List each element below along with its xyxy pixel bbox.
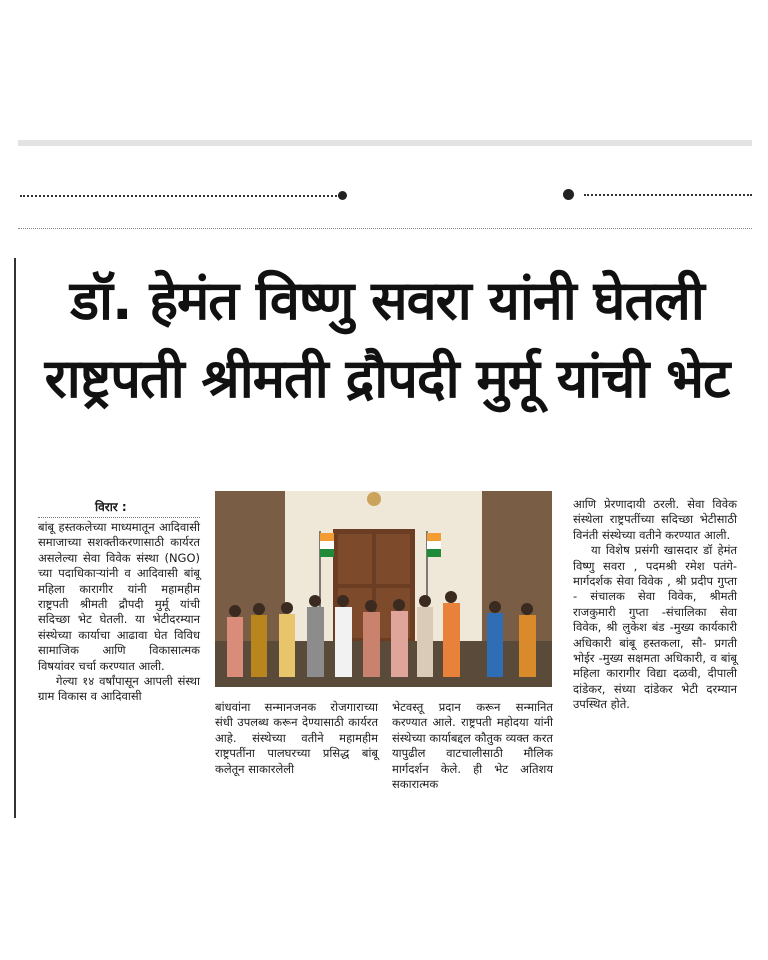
paragraph: बांबू हस्तकलेच्या माध्यमातून आदिवासी समाजाच्या सशक्तीकरणासाठी कार्यरत असलेल्या सेवा विवेक संस्था (NGO) च्या पदाधिकाऱ्यांनी व आदिवासी बांबू महिला कारागीर यांनी महामहीम राष्ट्रपती श्रीमती द्रौपदी मुर्मू यांची सदिच्छा भेट घेतली. या भेटीदरम्यान संस्थेच्या कार्याचा आढावा घेत विविध सामाजिक आणि विकासात्मक विषयांवर चर्चा करण्यात आली. <box>38 520 200 673</box>
paragraph: आणि प्रेरणादायी ठरली. सेवा विवेक संस्थेला राष्ट्रपतींच्या सदिच्छा भेटीसाठी विनंती संस्थेच्या वतीने करण्यात आली. <box>573 497 737 542</box>
vertical-rule <box>14 258 16 818</box>
divider-dot-right <box>563 189 574 200</box>
headline-line-1: डॉ. हेमंत विष्णु सवरा यांनी घेतली <box>70 269 704 332</box>
top-band <box>18 140 752 146</box>
divider-dot-left <box>338 191 347 200</box>
dateline: विरार : <box>95 500 127 514</box>
article-column-4 <box>573 497 737 713</box>
paragraph: गेल्या १४ वर्षांपासून आपली संस्था ग्राम विकास व आदिवासी <box>38 674 200 704</box>
headline-line-2: राष्ट्रपती श्रीमती द्रौपदी मुर्मू यांची भेट <box>44 347 730 410</box>
paragraph: भेटवस्तू प्रदान करून सन्मानित करण्यात आले. राष्ट्रपती महोदया यांनी संस्थेच्या कार्याबद्दल कौतुक व्यक्त करत यापुढील वाटचालीसाठी मौलिक मार्गदर्शन केले. ही भेट अतिशय सकारात्मक <box>392 700 553 792</box>
group-photo <box>215 491 552 687</box>
article-column-2 <box>215 700 378 777</box>
headline <box>20 262 754 418</box>
dotted-divider-left <box>20 195 340 197</box>
dotted-divider-right <box>584 194 752 196</box>
article-column-3 <box>392 700 553 792</box>
dateline-rule <box>38 517 200 518</box>
article-column-1 <box>38 520 200 705</box>
dotted-rule <box>18 228 752 229</box>
paragraph: या विशेष प्रसंगी खासदार डॉ हेमंत विष्णु सवरा , पदमश्री रमेश पतंगे- मार्गदर्शक सेवा विवेक , श्री प्रदीप गुप्ता - संचालक सेवा विवेक, श्रीमती राजकुमारी गुप्ता -संचालिका सेवा विवेक, श्री लुकेश बंड -मुख्य कार्यकारी अधिकारी बांबू हस्तकला, सौ- प्रगती भोईर -मुख्य सक्षमता अधिकारी, व बांबू महिला कारागीर विद्या दळवी, दीपाली दांडेकर, संध्या दांडेकर भेटी दरम्यान उपस्थित होते. <box>573 543 737 712</box>
paragraph: बांधवांना सन्मानजनक रोजगाराच्या संधी उपलब्ध करून देण्यासाठी कार्यरत आहे. संस्थेच्या वतीने महामहीम राष्ट्रपतींना पालघरच्या प्रसिद्ध बांबू कलेतून साकारलेली <box>215 700 378 776</box>
